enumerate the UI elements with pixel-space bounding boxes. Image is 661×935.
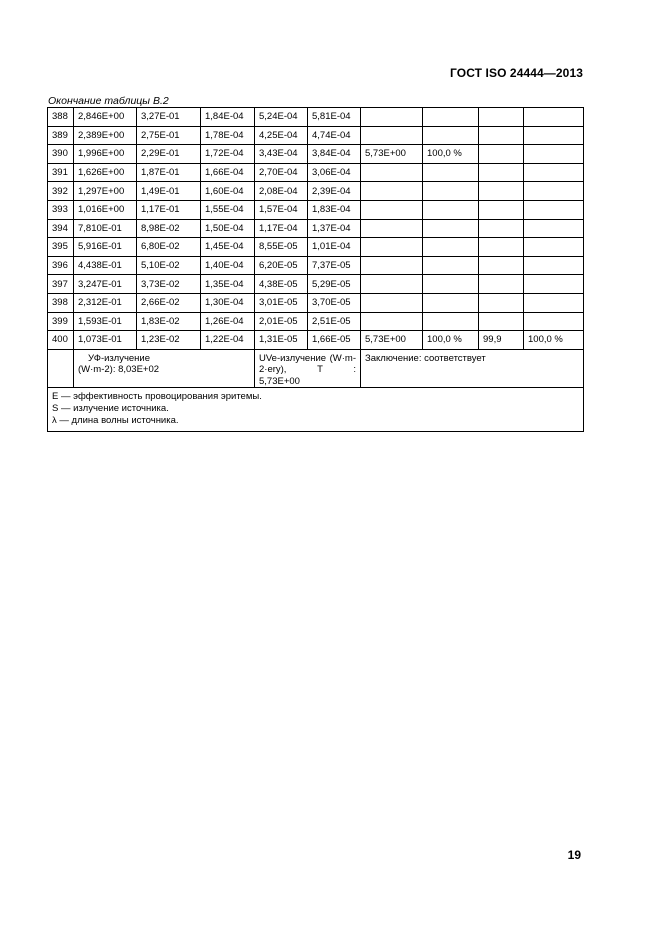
table-cell [361,312,423,331]
table-cell [361,256,423,275]
legend-line-erythema: E — эффективность провоцирования эритемы. [52,391,262,403]
table-cell: 393 [48,200,74,219]
uv-radiation-value: (W·m-2): 8,03E+02 [78,364,160,376]
table-cell [479,200,524,219]
table-cell: 1,87E-01 [137,163,201,182]
legend-line-source-radiation: S — излучение источника. [52,403,169,415]
table-cell: 2,08E-04 [255,182,308,201]
table-row [48,145,584,164]
table-row [48,200,584,219]
table-cell: 394 [48,219,74,238]
table-cell: 1,31E-05 [255,331,308,350]
summary-empty-cell [48,349,74,388]
table-cell: 5,916E-01 [74,238,137,257]
table-cell: 1,57E-04 [255,200,308,219]
table-cell [423,219,479,238]
table-row [48,108,584,127]
legend-line-wavelength: λ — длина волны источника. [52,415,179,427]
table-cell: 1,55E-04 [201,200,255,219]
table-cell: 397 [48,275,74,294]
table-cell [361,275,423,294]
table-cell [479,182,524,201]
table-row [48,182,584,201]
table-cell: 3,70E-05 [308,293,361,312]
table-cell [524,182,584,201]
table-cell: 100,0 % [423,331,479,350]
table-cell: 1,45E-04 [201,238,255,257]
table-cell [479,126,524,145]
table-cell: 1,17E-01 [137,200,201,219]
table-cell: 390 [48,145,74,164]
table-cell: 1,66E-05 [308,331,361,350]
table-cell [423,182,479,201]
table-cell [524,219,584,238]
table-cell: 1,297E+00 [74,182,137,201]
table-cell [361,182,423,201]
table-cell [361,293,423,312]
table-cell [361,200,423,219]
table-cell: 5,81E-04 [308,108,361,127]
table-cell: 5,24E-04 [255,108,308,127]
table-row [48,256,584,275]
table-cell [524,312,584,331]
table-cell: 99,9 [479,331,524,350]
table-cell: 100,0 % [524,331,584,350]
table-cell [361,238,423,257]
table-cell [524,163,584,182]
table-cell [524,275,584,294]
table-cell: 3,84E-04 [308,145,361,164]
table-cell: 1,49E-01 [137,182,201,201]
table-cell: 2,66E-02 [137,293,201,312]
table-row [48,238,584,257]
table-cell [423,256,479,275]
table-cell: 1,17E-04 [255,219,308,238]
table-cell: 2,389E+00 [74,126,137,145]
table-caption: Окончание таблицы В.2 [48,95,169,107]
table-cell: 388 [48,108,74,127]
table-cell: 3,01E-05 [255,293,308,312]
document-standard-header: ГОСТ ISO 24444—2013 [450,66,583,80]
table-cell: 1,016E+00 [74,200,137,219]
table-cell: 1,40E-04 [201,256,255,275]
table-cell [423,312,479,331]
table-cell: 100,0 % [423,145,479,164]
table-cell: 1,84E-04 [201,108,255,127]
table-cell: 389 [48,126,74,145]
table-cell [524,108,584,127]
table-cell: 1,073E-01 [74,331,137,350]
table-cell: 1,37E-04 [308,219,361,238]
page-number: 19 [567,848,581,862]
table-cell: 2,75E-01 [137,126,201,145]
table-cell: 4,74E-04 [308,126,361,145]
table-cell [479,256,524,275]
table-cell [524,293,584,312]
legend-row [48,388,584,432]
summary-row [48,349,584,388]
table-cell: 1,50E-04 [201,219,255,238]
table-cell: 6,20E-05 [255,256,308,275]
table-cell: 4,25E-04 [255,126,308,145]
table-cell: 3,06E-04 [308,163,361,182]
legend-cell [48,388,584,432]
table-cell [423,108,479,127]
uv-radiation-cell [74,349,255,388]
table-cell: 2,312E-01 [74,293,137,312]
table-cell: 1,83E-02 [137,312,201,331]
table-cell: 399 [48,312,74,331]
table-row [48,293,584,312]
table-cell: 1,83E-04 [308,200,361,219]
table-cell: 391 [48,163,74,182]
table-cell: 1,593E-01 [74,312,137,331]
data-table [47,107,584,432]
table-cell [524,145,584,164]
table-cell: 3,247E-01 [74,275,137,294]
table-row [48,126,584,145]
table-cell: 1,01E-04 [308,238,361,257]
table-cell: 1,60E-04 [201,182,255,201]
table-cell [479,275,524,294]
table-cell: 3,27E-01 [137,108,201,127]
table-cell [479,312,524,331]
table-cell [479,238,524,257]
table-cell: 5,29E-05 [308,275,361,294]
table-cell: 2,51E-05 [308,312,361,331]
table-cell: 5,73E+00 [361,331,423,350]
table-cell: 395 [48,238,74,257]
table-cell: 5,73E+00 [361,145,423,164]
table-cell [361,219,423,238]
table-cell [524,200,584,219]
table-cell: 1,626E+00 [74,163,137,182]
table-cell: 1,30E-04 [201,293,255,312]
table-cell [361,163,423,182]
table-cell [423,163,479,182]
table-cell: 1,66E-04 [201,163,255,182]
table-cell [423,293,479,312]
uve-radiation-cell [255,349,361,388]
table-cell: 7,810E-01 [74,219,137,238]
table-cell: 8,98E-02 [137,219,201,238]
table-cell: 392 [48,182,74,201]
table-cell: 1,35E-04 [201,275,255,294]
table-cell: 4,38E-05 [255,275,308,294]
table-row [48,331,584,350]
uve-radiation-value: 5,73E+00 [259,375,300,387]
table-cell: 1,26E-04 [201,312,255,331]
table-cell: 2,846E+00 [74,108,137,127]
table-cell [479,145,524,164]
table-cell [423,126,479,145]
uv-radiation-label: УФ-излучение [88,352,151,364]
table-cell: 6,80E-02 [137,238,201,257]
table-cell [423,238,479,257]
table-cell: 2,39E-04 [308,182,361,201]
table-cell [524,238,584,257]
table-cell [361,126,423,145]
table-cell [361,108,423,127]
table-cell: 7,37E-05 [308,256,361,275]
table-cell: 4,438E-01 [74,256,137,275]
table-cell [479,219,524,238]
table-cell: 1,72E-04 [201,145,255,164]
table-cell: 8,55E-05 [255,238,308,257]
table-cell: 3,43E-04 [255,145,308,164]
table-cell: 398 [48,293,74,312]
table-body [48,108,584,350]
table-cell [479,293,524,312]
table-cell: 1,78E-04 [201,126,255,145]
table-row [48,312,584,331]
table-row [48,163,584,182]
table-cell [423,200,479,219]
conclusion-cell: Заключение: соответствует [361,349,584,388]
table-footer [48,349,584,432]
table-row [48,219,584,238]
table-cell [479,108,524,127]
table-cell: 2,01E-05 [255,312,308,331]
uve-radiation-label: UVe-излучение (W·m-2·ery), T : [259,352,356,376]
table-cell: 5,10E-02 [137,256,201,275]
table-cell: 2,70E-04 [255,163,308,182]
table-cell [479,163,524,182]
table-row [48,275,584,294]
table-cell: 396 [48,256,74,275]
table-cell: 1,23E-02 [137,331,201,350]
table-cell: 2,29E-01 [137,145,201,164]
table-cell [423,275,479,294]
table-cell: 1,22E-04 [201,331,255,350]
table-cell [524,126,584,145]
table-cell: 3,73E-02 [137,275,201,294]
table-cell [524,256,584,275]
table-cell: 1,996E+00 [74,145,137,164]
table-cell: 400 [48,331,74,350]
